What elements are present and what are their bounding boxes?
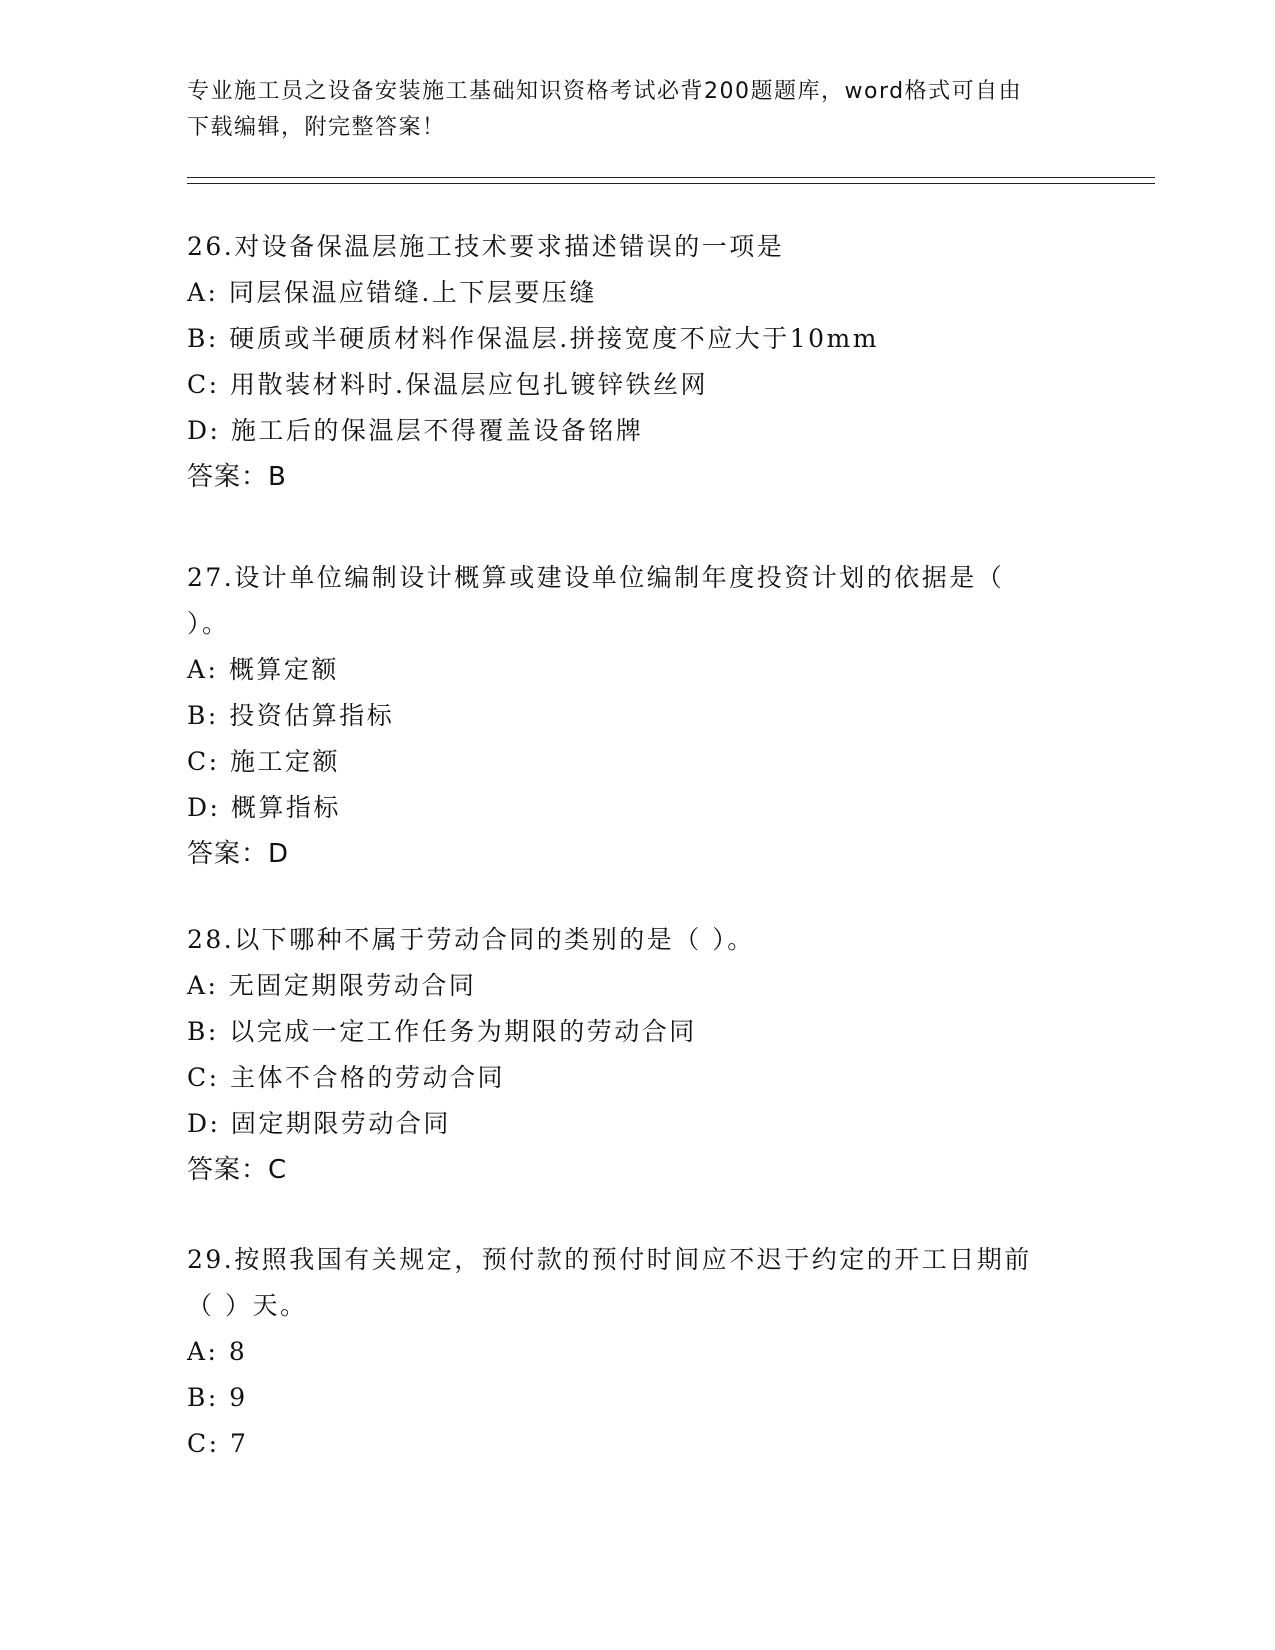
question-stem: 27.设计单位编制设计概算或建设单位编制年度投资计划的依据是（	[187, 563, 1005, 592]
question-stem-continued: （ ）天。	[187, 1291, 308, 1320]
option-b: B: 投资估算指标	[187, 701, 395, 730]
document-header	[187, 74, 1087, 146]
option-c: C: 主体不合格的劳动合同	[187, 1063, 505, 1092]
option-b: B: 以完成一定工作任务为期限的劳动合同	[187, 1017, 697, 1046]
option-a: A: 同层保温应错缝.上下层要压缝	[187, 278, 597, 307]
option-b: B: 硬质或半硬质材料作保温层.拼接宽度不应大于10mm	[187, 324, 879, 353]
option-c: C: 7	[187, 1429, 249, 1458]
answer-line: 答案：D	[187, 839, 290, 869]
option-d: D: 固定期限劳动合同	[187, 1109, 451, 1138]
question-26	[187, 224, 1087, 500]
question-27	[187, 555, 1087, 877]
option-d: D: 概算指标	[187, 793, 341, 822]
option-c: C: 用散装材料时.保温层应包扎镀锌铁丝网	[187, 370, 708, 399]
option-a: A: 8	[187, 1337, 248, 1366]
question-stem: 28.以下哪种不属于劳动合同的类别的是（ ）。	[187, 925, 755, 954]
option-c: C: 施工定额	[187, 747, 340, 776]
header-line-2: 下载编辑，附完整答案！	[187, 115, 446, 140]
option-d: D: 施工后的保温层不得覆盖设备铭牌	[187, 416, 644, 445]
question-stem-continued: ）。	[187, 609, 230, 638]
question-28	[187, 917, 1087, 1193]
header-divider-bottom	[187, 183, 1155, 184]
question-stem: 29.按照我国有关规定，预付款的预付时间应不迟于约定的开工日期前	[187, 1245, 1032, 1274]
header-line-1: 专业施工员之设备安装施工基础知识资格考试必背200题题库，word格式可自由	[187, 79, 1023, 104]
option-a: A: 概算定额	[187, 655, 339, 684]
option-b: B: 9	[187, 1383, 248, 1412]
option-a: A: 无固定期限劳动合同	[187, 971, 477, 1000]
header-divider-top	[187, 177, 1155, 178]
question-29	[187, 1237, 1087, 1467]
question-stem: 26.对设备保温层施工技术要求描述错误的一项是	[187, 232, 785, 261]
answer-line: 答案：B	[187, 462, 287, 492]
answer-line: 答案：C	[187, 1155, 288, 1185]
